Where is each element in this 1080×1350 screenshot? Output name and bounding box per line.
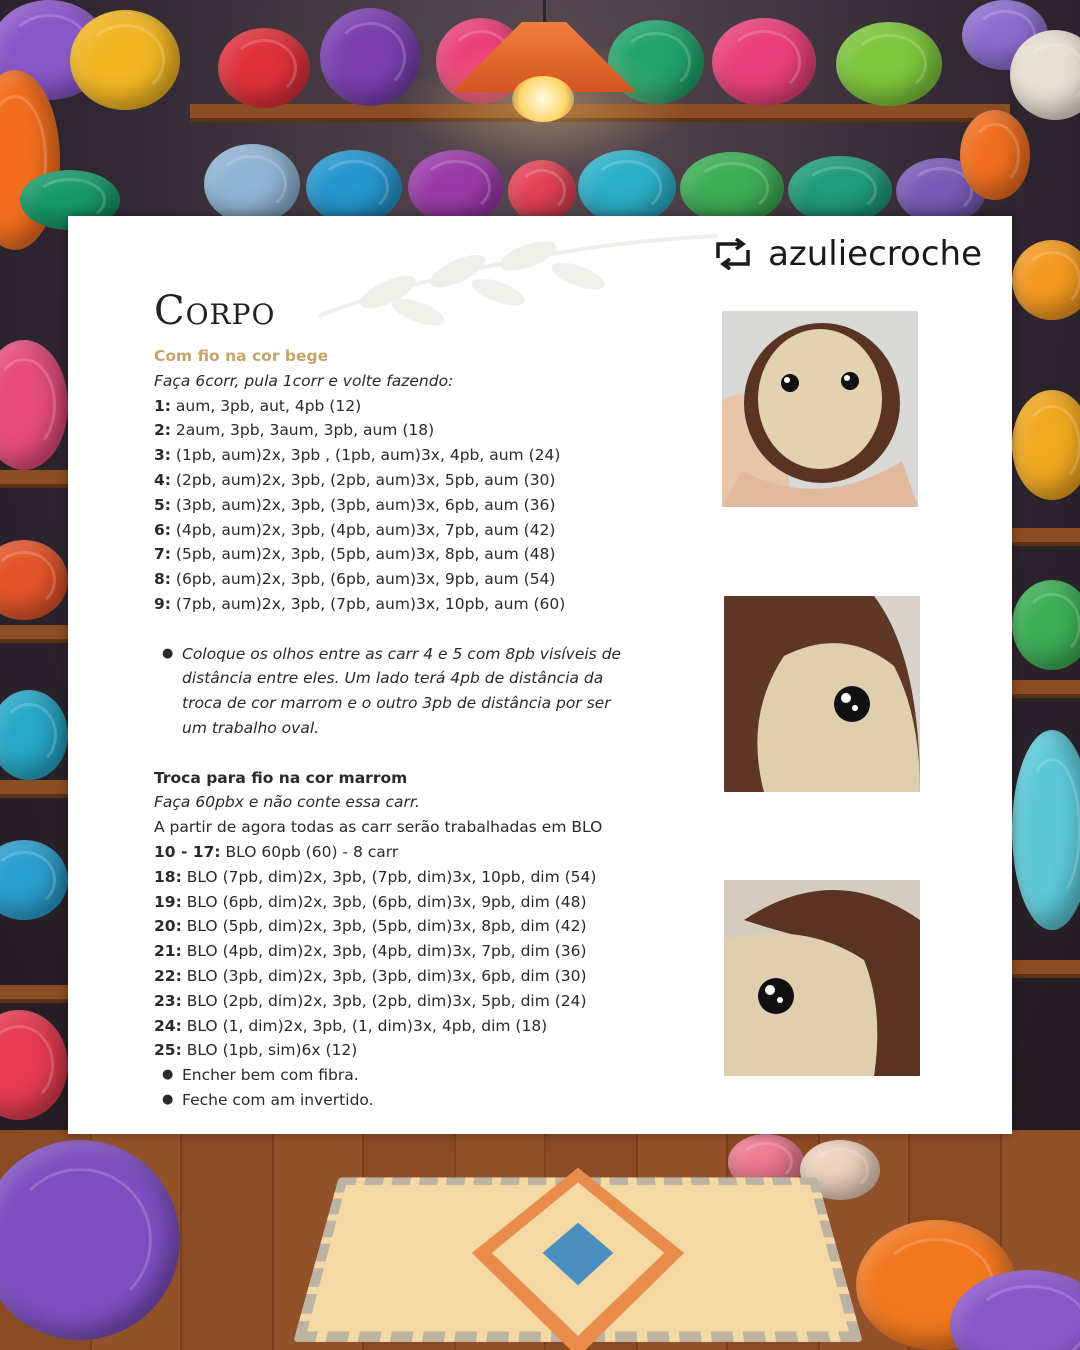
note-text: Coloque os olhos entre as carr 4 e 5 com 8pb visíveis de distância entre eles. Um lado terá 4pb de distância da troca de cor marrom e o outro 3pb de distância por ser um trabalho oval. [182, 644, 622, 737]
section-intro: Faça 6corr, pula 1corr e volte fazendo: [154, 371, 454, 390]
list-item [154, 1063, 714, 1088]
round-instruction: BLO (6pb, dim)2x, 3pb, (6pb, dim)3x, 9pb, dim (48) [186, 892, 587, 911]
shelf-left [0, 625, 68, 639]
shelf-right [1012, 960, 1080, 974]
bullet-text: Encher bem com fibra. [182, 1066, 359, 1085]
round-instruction: BLO (4pb, dim)2x, 3pb, (4pb, dim)3x, 7pb, dim (36) [186, 942, 587, 961]
round-list-beige [154, 394, 714, 617]
round-instruction: 2aum, 3pb, 3aum, 3pb, aum (18) [175, 421, 435, 440]
section-subhead-beige: Com fio na cor bege [154, 347, 329, 365]
round-number: 22: [154, 966, 182, 985]
round-row [154, 914, 714, 939]
round-number: 25: [154, 1041, 182, 1060]
round-number: 7: [154, 545, 171, 564]
rug [293, 1177, 862, 1342]
round-instruction: (1pb, aum)2x, 3pb , (1pb, aum)3x, 4pb, aum (24) [175, 446, 561, 465]
round-number: 24: [154, 1016, 182, 1035]
round-instruction: BLO (1pb, sim)6x (12) [186, 1041, 358, 1060]
round-instruction: (6pb, aum)2x, 3pb, (6pb, aum)3x, 9pb, aum (54) [175, 570, 556, 589]
yarn-ball [712, 18, 816, 106]
crochet-body-eye-closeup-photo [724, 596, 920, 792]
crochet-body-front-photo [722, 311, 918, 507]
round-number: 6: [154, 520, 171, 539]
round-row [154, 840, 714, 865]
bullet-text: Feche com am invertido. [182, 1090, 374, 1109]
round-instruction: BLO (1, dim)2x, 3pb, (1, dim)3x, 4pb, dim (18) [186, 1016, 548, 1035]
round-row [154, 418, 714, 443]
round-row [154, 592, 714, 617]
section-intro: Faça 60pbx e não conte essa carr. [154, 793, 420, 812]
list-item [154, 1088, 714, 1113]
round-instruction: BLO (2pb, dim)2x, 3pb, (2pb, dim)3x, 5pb, dim (24) [186, 991, 587, 1010]
round-list-brown [154, 840, 714, 1063]
round-row [154, 890, 714, 915]
round-row [154, 989, 714, 1014]
round-number: 3: [154, 446, 171, 465]
eye-placement-note [154, 642, 714, 741]
round-instruction: (7pb, aum)2x, 3pb, (7pb, aum)3x, 10pb, aum (60) [175, 594, 566, 613]
round-instruction: BLO (5pb, dim)2x, 3pb, (5pb, dim)3x, 8pb, dim (42) [186, 917, 587, 936]
round-row [154, 1038, 714, 1063]
round-number: 5: [154, 495, 171, 514]
round-row [154, 493, 714, 518]
shelf-right [1012, 680, 1080, 694]
lamp-cord [543, 0, 546, 24]
round-number: 9: [154, 594, 171, 613]
lamp-bulb [512, 76, 574, 122]
yarn-ball [218, 28, 310, 108]
round-instruction: (2pb, aum)2x, 3pb, (2pb, aum)3x, 5pb, aum (30) [175, 470, 556, 489]
pattern-card [68, 216, 1012, 1134]
round-number: 8: [154, 570, 171, 589]
yarn-ball [204, 144, 300, 224]
round-instruction: BLO (3pb, dim)2x, 3pb, (3pb, dim)3x, 6pb, dim (30) [186, 966, 587, 985]
round-instruction: BLO 60pb (60) - 8 carr [225, 842, 399, 861]
yarn-ball [70, 10, 180, 110]
repost-icon [712, 238, 754, 270]
round-row [154, 1014, 714, 1039]
round-number: 4: [154, 470, 171, 489]
round-number: 18: [154, 867, 182, 886]
bullet-icon: ● [162, 645, 174, 661]
round-number: 10 - 17: [154, 842, 221, 861]
section-intro-blo: A partir de agora todas as carr serão trabalhadas em BLO [154, 818, 603, 837]
round-number: 23: [154, 991, 182, 1010]
leaf-decoration [308, 226, 728, 336]
round-instruction: aum, 3pb, aut, 4pb (12) [175, 396, 362, 415]
bullet-icon: ● [162, 1067, 174, 1083]
round-row [154, 939, 714, 964]
shelf-left [0, 780, 68, 794]
shelf-left [0, 470, 68, 484]
crochet-body-side-photo [724, 880, 920, 1076]
round-number: 2: [154, 421, 171, 440]
yarn-ball [306, 150, 402, 224]
round-row [154, 542, 714, 567]
yarn-ball [960, 110, 1030, 200]
repost-handle: azuliecroche [768, 234, 982, 274]
shelf-right [1012, 528, 1080, 542]
yarn-ball [788, 156, 892, 224]
shelf-left [0, 985, 68, 999]
round-instruction: (3pb, aum)2x, 3pb, (3pb, aum)3x, 6pb, aum (36) [175, 495, 556, 514]
round-number: 21: [154, 942, 182, 961]
section-subhead-brown: Troca para fio na cor marrom [154, 768, 408, 787]
round-row [154, 865, 714, 890]
bullet-icon: ● [162, 1091, 174, 1107]
round-number: 20: [154, 917, 182, 936]
round-instruction: (5pb, aum)2x, 3pb, (5pb, aum)3x, 8pb, aum (48) [175, 545, 556, 564]
round-row [154, 518, 714, 543]
yarn-ball [836, 22, 942, 106]
round-number: 19: [154, 892, 182, 911]
round-row [154, 394, 714, 419]
round-row [154, 567, 714, 592]
yarn-ball [680, 152, 784, 224]
round-row [154, 468, 714, 493]
round-instruction: BLO (7pb, dim)2x, 3pb, (7pb, dim)3x, 10pb, dim (54) [186, 867, 597, 886]
round-row [154, 443, 714, 468]
page-title: Corpo [154, 288, 276, 334]
repost-attribution[interactable] [712, 234, 982, 274]
pattern-instructions [154, 344, 714, 1113]
round-row [154, 964, 714, 989]
round-instruction: (4pb, aum)2x, 3pb, (4pb, aum)3x, 7pb, aum (42) [175, 520, 556, 539]
round-number: 1: [154, 396, 171, 415]
